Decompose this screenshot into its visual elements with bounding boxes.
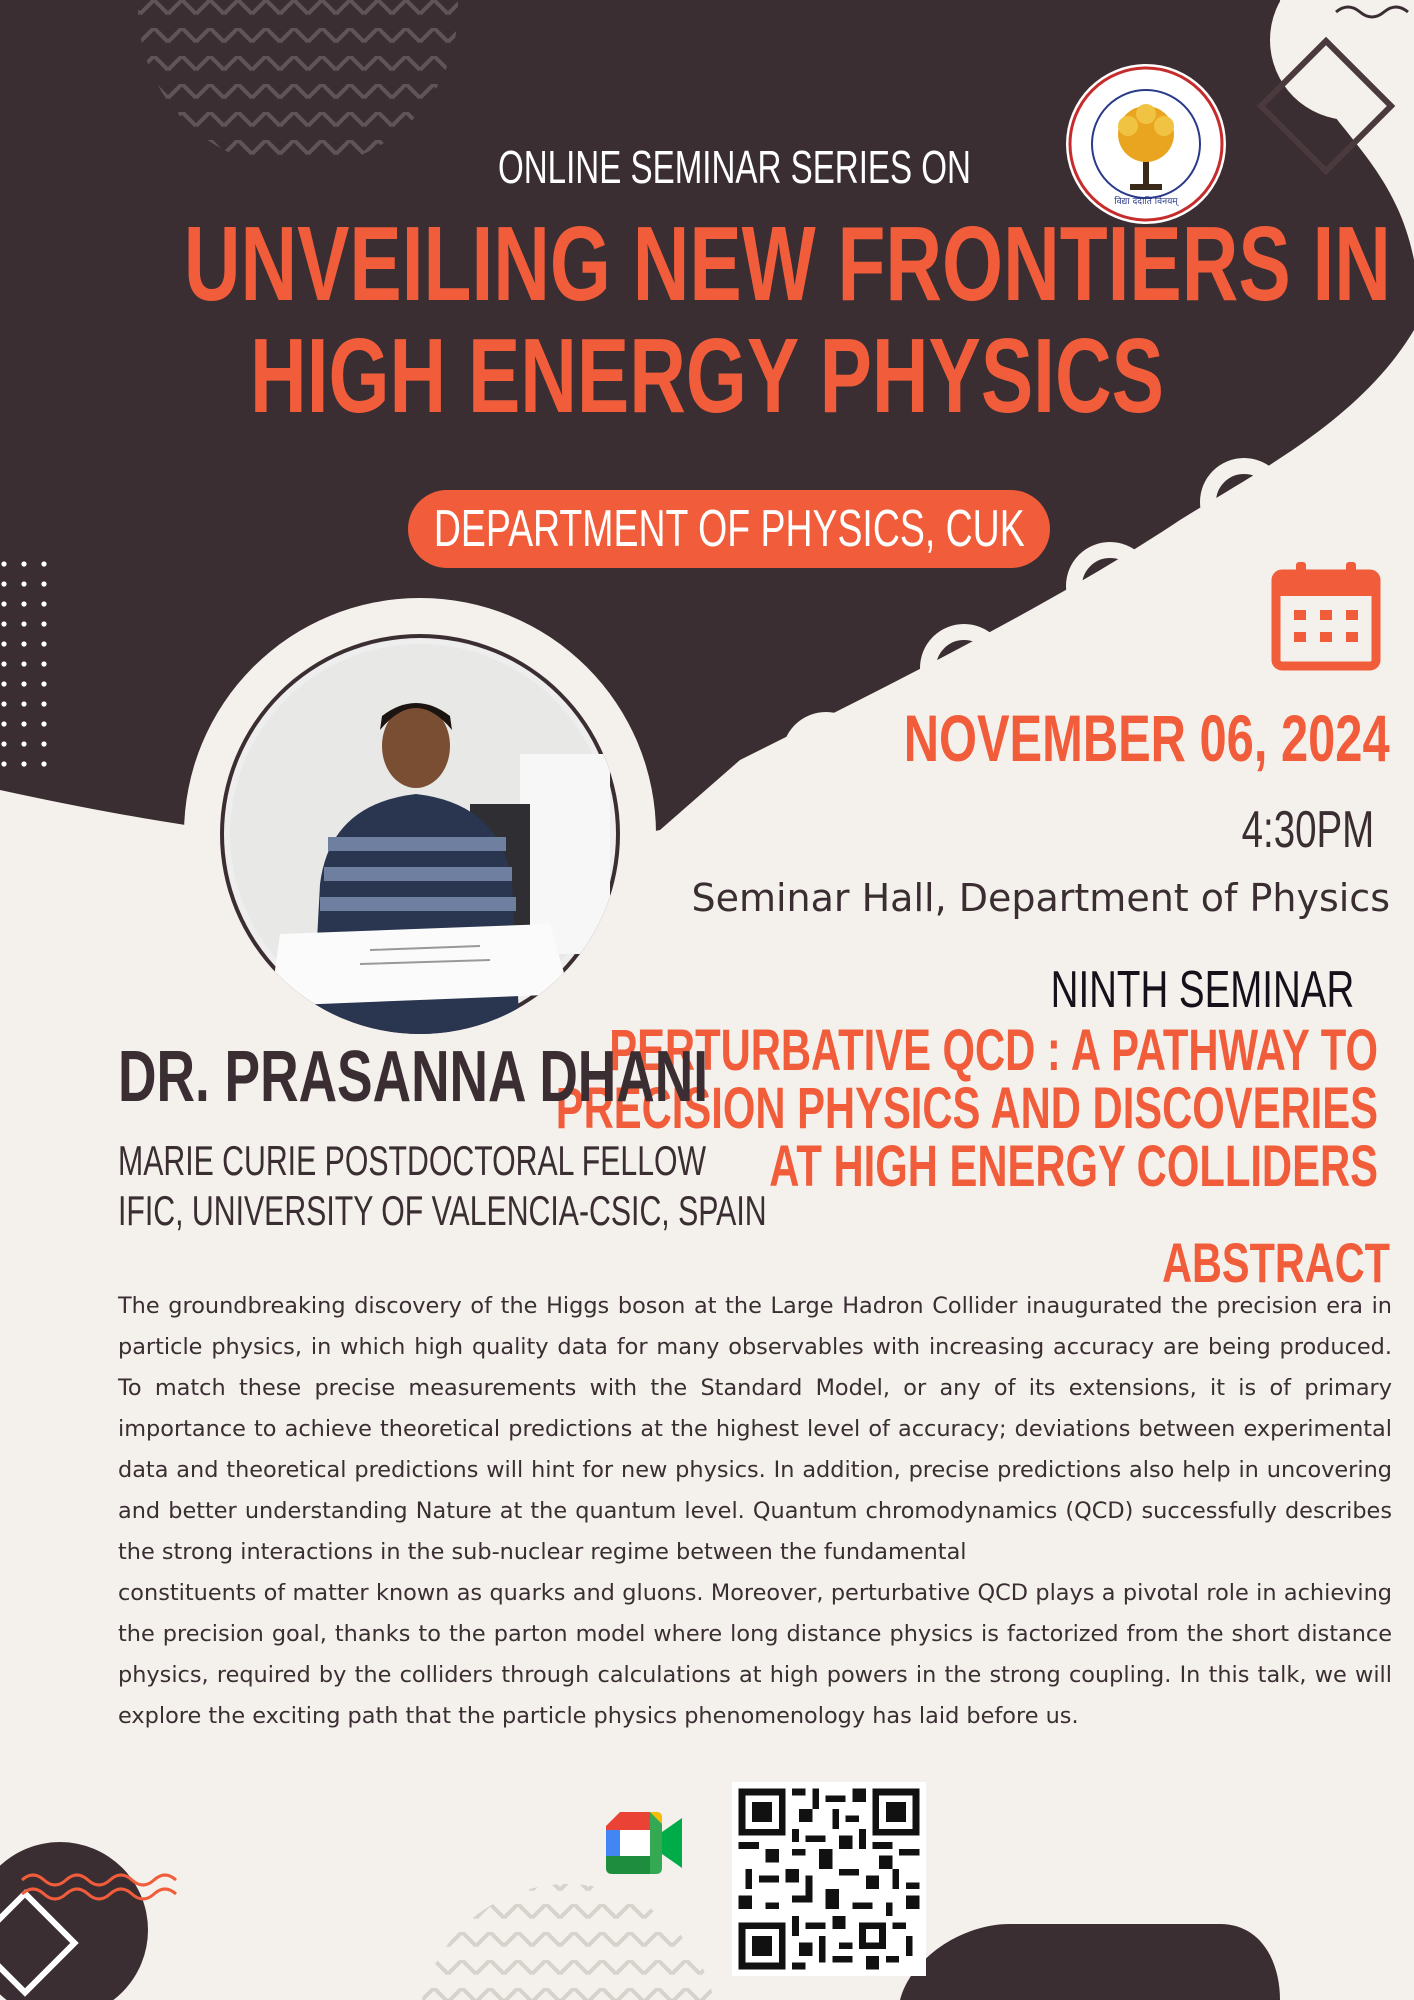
talk-title-line-3: AT HIGH ENERGY COLLIDERS bbox=[769, 1134, 1378, 1199]
seminar-title bbox=[0, 205, 1414, 435]
abstract-heading: ABSTRACT bbox=[1162, 1231, 1390, 1294]
bottom-left-circle bbox=[0, 1842, 148, 2000]
abstract-paragraph-1: The groundbreaking discovery of the Higgs boson at the Large Hadron Collider inaugurated the precision era in particle physics, in which high quality data for many observables with increasing accuracy are being produced. To match these precise measurements with the Standard Model, or any of its extensions, it is of primary importance to achieve theoretical predictions at the highest level of accuracy; deviations between experimental data and theoretical predictions will hint for new physics. In addition, precise predictions also help in uncovering and better understanding Nature at the quantum level. Quantum chromodynamics (QCD) successfully describes the strong interactions in the sub-nuclear regime between the fundamental bbox=[118, 1293, 1392, 1565]
qr-code[interactable] bbox=[732, 1782, 926, 1976]
speaker-name: DR. PRASANNA DHANI bbox=[118, 1037, 709, 1117]
dots-grid bbox=[0, 560, 52, 780]
speaker-institution: IFIC, UNIVERSITY OF VALENCIA-CSIC, SPAIN bbox=[118, 1187, 767, 1234]
department-label: DEPARTMENT OF PHYSICS, CUK bbox=[433, 500, 1025, 558]
abstract-paragraph-2: constituents of matter known as quarks and gluons. Moreover, perturbative QCD plays a pivotal role in achieving the precision goal, thanks to the parton model where long distance physics is factorized from the short distance physics, required by the colliders through calculations at high powers in the strong coupling. In this talk, we will explore the exciting path that the particle physics phenomenology has laid before us. bbox=[118, 1580, 1392, 1729]
university-logo bbox=[1066, 64, 1226, 224]
event-date: NOVEMBER 06, 2024 bbox=[904, 701, 1390, 775]
logo-motto: विद्या ददाति विनयम् bbox=[1114, 197, 1178, 207]
bottom-right-block bbox=[900, 1924, 1280, 2000]
speaker-position: MARIE CURIE POSTDOCTORAL FELLOW bbox=[118, 1137, 707, 1184]
event-time: 4:30PM bbox=[1241, 801, 1374, 859]
seminar-number: NINTH SEMINAR bbox=[1050, 961, 1354, 1019]
department-badge bbox=[408, 490, 1050, 568]
title-line-2: HIGH ENERGY PHYSICS bbox=[250, 317, 1164, 435]
abstract-body bbox=[118, 1286, 1392, 1737]
google-meet-icon[interactable] bbox=[606, 1812, 682, 1874]
talk-title-line-2: PRECISION PHYSICS AND DISCOVERIES bbox=[555, 1076, 1378, 1141]
speaker-affiliation bbox=[118, 1136, 1019, 1236]
event-venue: Seminar Hall, Department of Physics bbox=[691, 876, 1390, 920]
chevron-circle-bottom bbox=[418, 1884, 718, 2000]
speaker-photo bbox=[220, 634, 620, 1034]
talk-title-line-1: PERTURBATIVE QCD : A PATHWAY TO bbox=[609, 1018, 1378, 1083]
title-line-1: UNVEILING NEW FRONTIERS IN bbox=[183, 205, 1391, 323]
calendar-icon bbox=[1270, 560, 1382, 672]
series-subtitle: ONLINE SEMINAR SERIES ON bbox=[498, 141, 971, 193]
